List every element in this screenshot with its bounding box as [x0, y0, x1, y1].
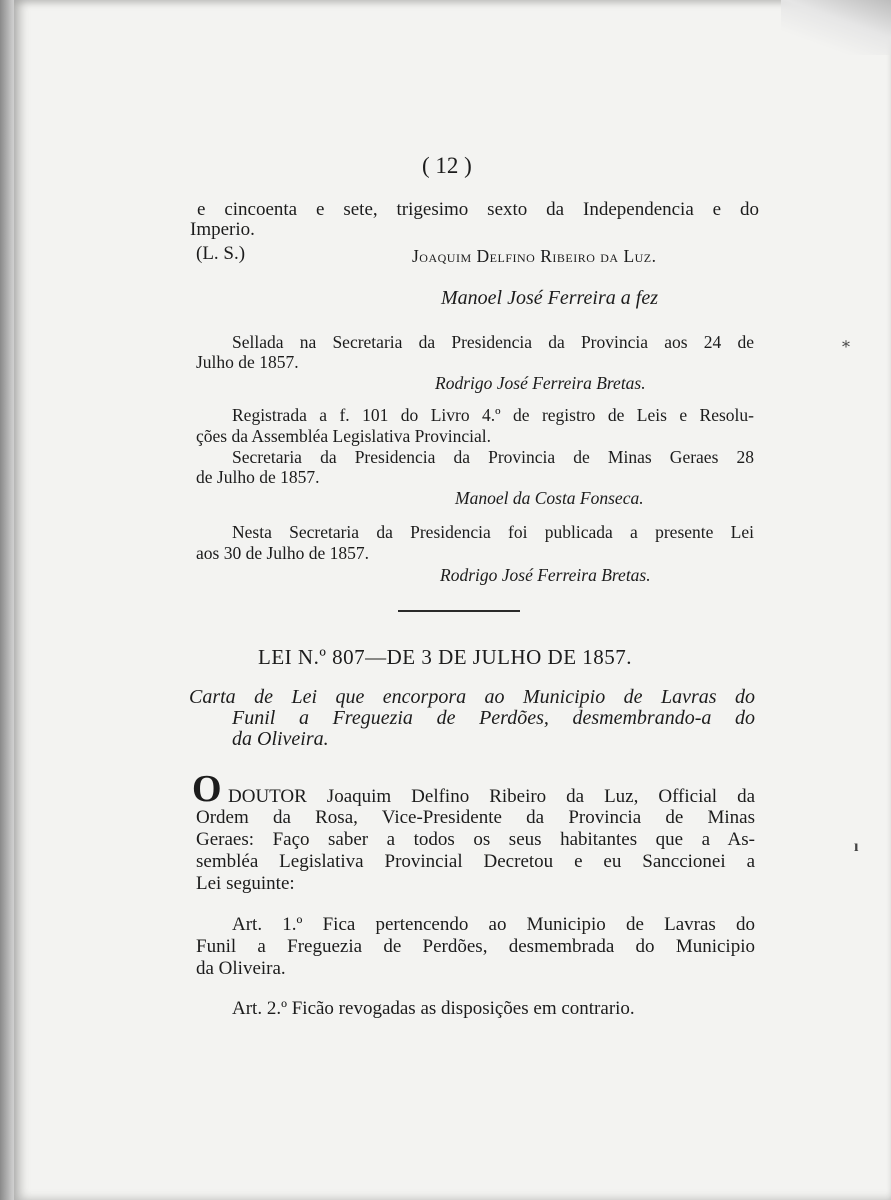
law-summary-line-2: Funil a Freguezia de Perdões, desmembrando-a do: [232, 707, 755, 729]
registered-line-4: de Julho de 1857.: [196, 467, 320, 487]
law-summary-line-1: Carta de Lei que encorpora ao Municipio de Lavras do: [189, 686, 755, 708]
article-2: Art. 2.º Ficão revogadas as disposições em contrario.: [232, 998, 635, 1019]
article-1-line-3: da Oliveira.: [196, 958, 286, 979]
preamble-line-4: sembléa Legislativa Provincial Decretou e eu Sanccionei a: [196, 851, 755, 872]
law-summary-line-3: da Oliveira.: [232, 728, 329, 750]
continuation-line-2: Imperio.: [190, 219, 255, 240]
preamble-line-1: DOUTOR Joaquim Delfino Ribeiro da Luz, Official da: [228, 786, 755, 807]
section-divider: [398, 610, 520, 612]
article-1-line-2: Funil a Freguezia de Perdões, desmembrada do Municipio: [196, 936, 755, 957]
drop-cap: O: [192, 768, 222, 810]
scribe-note: Manoel José Ferreira a fez: [441, 287, 658, 309]
published-line-2: aos 30 de Julho de 1857.: [196, 543, 370, 563]
sealed-line-2: Julho de 1857.: [196, 352, 299, 372]
margin-mark: ⁎: [842, 334, 850, 351]
page-corner-shadow: [781, 0, 891, 55]
preamble-line-2: Ordem da Rosa, Vice-Presidente da Provincia de Minas: [196, 807, 755, 828]
preamble-line-5: Lei seguinte:: [196, 873, 295, 894]
preamble-line-3: Geraes: Faço saber a todos os seus habitantes que a As-: [196, 829, 755, 850]
document-page: [14, 0, 891, 1200]
law-title: LEI N.º 807—DE 3 DE JULHO DE 1857.: [258, 645, 633, 669]
registered-line-1: Registrada a f. 101 do Livro 4.º de registro de Leis e Resolu-: [232, 405, 754, 425]
published-line-1: Nesta Secretaria da Presidencia foi publicada a presente Lei: [232, 522, 754, 542]
article-1-line-1: Art. 1.º Fica pertencendo ao Municipio de Lavras do: [232, 914, 755, 935]
registered-line-2: ções da Assembléa Legislativa Provincial.: [196, 426, 491, 446]
registered-line-3: Secretaria da Presidencia da Provincia de Minas Geraes 28: [232, 447, 754, 467]
seal-mark: (L. S.): [196, 243, 246, 264]
registered-signature: Manoel da Costa Fonseca.: [455, 488, 644, 508]
continuation-line-1: e cincoenta e sete, trigesimo sexto da Independencia e do: [197, 199, 759, 220]
margin-mark: ı: [854, 838, 859, 855]
page-number: ( 12 ): [422, 153, 472, 178]
sealed-line-1: Sellada na Secretaria da Presidencia da Provincia aos 24 de: [232, 332, 754, 352]
sealed-signature: Rodrigo José Ferreira Bretas.: [435, 373, 646, 393]
signature-president: Joaquim Delfino Ribeiro da Luz.: [412, 246, 657, 266]
published-signature: Rodrigo José Ferreira Bretas.: [440, 565, 651, 585]
